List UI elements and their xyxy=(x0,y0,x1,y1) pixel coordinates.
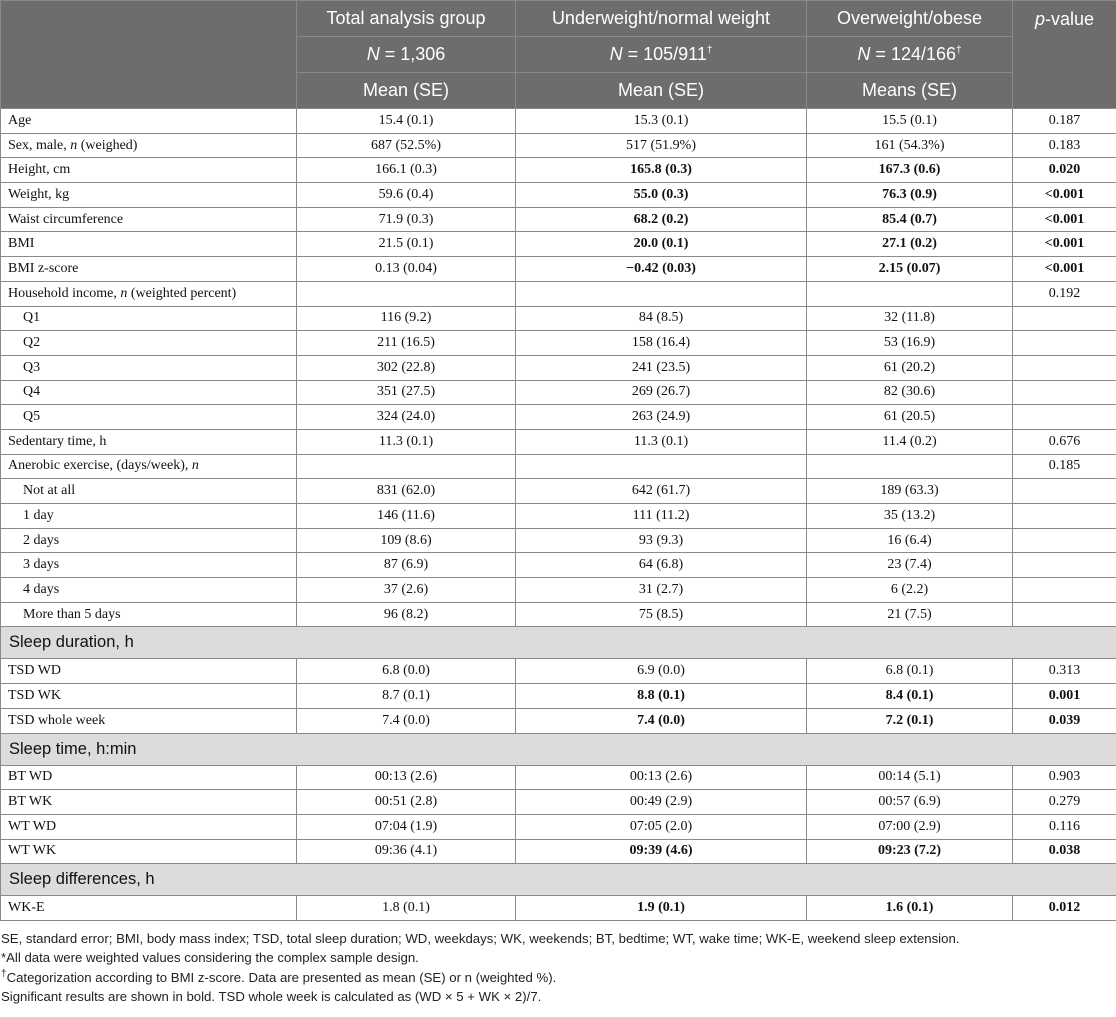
cell-underweight-normal: 75 (8.5) xyxy=(516,602,807,627)
n-total-value: = 1,306 xyxy=(379,44,446,64)
header-p-value xyxy=(1013,1,1116,109)
row-label-text: BMI z-score xyxy=(8,260,79,276)
table-row xyxy=(1,839,1116,864)
row-label xyxy=(1,429,297,454)
row-label xyxy=(1,814,297,839)
row-label xyxy=(1,207,297,232)
cell-underweight-normal: 00:49 (2.9) xyxy=(516,790,807,815)
cell-p-value: 0.039 xyxy=(1013,708,1116,733)
cell-underweight-normal: 00:13 (2.6) xyxy=(516,765,807,790)
cell-total: 324 (24.0) xyxy=(297,405,516,430)
header-stat-under: Mean (SE) xyxy=(516,73,807,109)
cell-total: 1.8 (0.1) xyxy=(297,896,516,921)
cell-total: 211 (16.5) xyxy=(297,331,516,356)
cell-overweight-obese: 35 (13.2) xyxy=(807,504,1013,529)
row-label xyxy=(1,578,297,603)
header-n-over xyxy=(807,37,1013,73)
table-row xyxy=(1,528,1116,553)
cell-p-value xyxy=(1013,405,1116,430)
cell-total: 00:13 (2.6) xyxy=(297,765,516,790)
cell-overweight-obese: 00:14 (5.1) xyxy=(807,765,1013,790)
row-label-text: 3 days xyxy=(23,557,60,573)
cell-p-value: 0.001 xyxy=(1013,684,1116,709)
table-row xyxy=(1,380,1116,405)
cell-total: 59.6 (0.4) xyxy=(297,183,516,208)
cell-p-value: <0.001 xyxy=(1013,207,1116,232)
row-label xyxy=(1,133,297,158)
row-label xyxy=(1,355,297,380)
cell-total: 07:04 (1.9) xyxy=(297,814,516,839)
row-label-text: Height, cm xyxy=(8,162,71,178)
table-row xyxy=(1,183,1116,208)
cell-total: 116 (9.2) xyxy=(297,306,516,331)
cell-underweight-normal: 11.3 (0.1) xyxy=(516,429,807,454)
cell-total: 8.7 (0.1) xyxy=(297,684,516,709)
cell-underweight-normal: 269 (26.7) xyxy=(516,380,807,405)
row-label xyxy=(1,380,297,405)
row-label-text: WT WD xyxy=(8,818,57,834)
cell-underweight-normal xyxy=(516,454,807,479)
cell-p-value: 0.279 xyxy=(1013,790,1116,815)
row-label xyxy=(1,306,297,331)
cell-p-value: 0.183 xyxy=(1013,133,1116,158)
row-label-text: More than 5 days xyxy=(23,606,121,622)
cell-total xyxy=(297,281,516,306)
table-row xyxy=(1,232,1116,257)
row-label xyxy=(1,553,297,578)
table-row xyxy=(1,602,1116,627)
cell-overweight-obese: 32 (11.8) xyxy=(807,306,1013,331)
cell-underweight-normal: 263 (24.9) xyxy=(516,405,807,430)
cell-p-value: 0.116 xyxy=(1013,814,1116,839)
header-n-under xyxy=(516,37,807,73)
cell-overweight-obese: 7.2 (0.1) xyxy=(807,708,1013,733)
dagger-mark: † xyxy=(706,45,713,56)
cell-p-value xyxy=(1013,553,1116,578)
row-label xyxy=(1,528,297,553)
section-header-row xyxy=(1,733,1116,765)
cell-overweight-obese: 07:00 (2.9) xyxy=(807,814,1013,839)
table-row xyxy=(1,708,1116,733)
row-label-text: WK-E xyxy=(8,900,45,916)
table-row xyxy=(1,158,1116,183)
table-row xyxy=(1,814,1116,839)
table-row xyxy=(1,479,1116,504)
row-label xyxy=(1,765,297,790)
cell-total: 87 (6.9) xyxy=(297,553,516,578)
table-row xyxy=(1,257,1116,282)
row-label-text: TSD WK xyxy=(8,687,62,703)
dagger-mark: † xyxy=(956,45,962,56)
row-label-text: Waist circumference xyxy=(8,211,124,227)
table-row xyxy=(1,684,1116,709)
header-stat-total: Mean (SE) xyxy=(297,73,516,109)
cell-total: 15.4 (0.1) xyxy=(297,109,516,134)
cell-p-value xyxy=(1013,355,1116,380)
cell-underweight-normal: −0.42 (0.03) xyxy=(516,257,807,282)
cell-overweight-obese: 23 (7.4) xyxy=(807,553,1013,578)
row-label-text: Q1 xyxy=(23,310,41,326)
row-label-tail: (weighed) xyxy=(77,137,138,153)
cell-total xyxy=(297,454,516,479)
cell-overweight-obese: 6.8 (0.1) xyxy=(807,659,1013,684)
cell-p-value xyxy=(1013,380,1116,405)
row-label-text: Age xyxy=(8,112,32,128)
cell-underweight-normal: 55.0 (0.3) xyxy=(516,183,807,208)
row-label-text: 2 days xyxy=(23,532,60,548)
cell-total: 687 (52.5%) xyxy=(297,133,516,158)
row-label-text: Q4 xyxy=(23,384,41,400)
header-total-group: Total analysis group xyxy=(297,1,516,37)
cell-underweight-normal: 241 (23.5) xyxy=(516,355,807,380)
row-label xyxy=(1,232,297,257)
cell-underweight-normal: 15.3 (0.1) xyxy=(516,109,807,134)
p-value-suffix: -value xyxy=(1044,9,1095,29)
header-underweight-normal: Underweight/normal weight xyxy=(516,1,807,37)
section-header-row xyxy=(1,864,1116,896)
row-label xyxy=(1,708,297,733)
cell-p-value: <0.001 xyxy=(1013,257,1116,282)
row-label xyxy=(1,504,297,529)
cell-p-value xyxy=(1013,602,1116,627)
cell-underweight-normal: 6.9 (0.0) xyxy=(516,659,807,684)
row-label xyxy=(1,405,297,430)
table-row xyxy=(1,306,1116,331)
table-row xyxy=(1,553,1116,578)
row-label xyxy=(1,479,297,504)
table-row xyxy=(1,109,1116,134)
cell-p-value xyxy=(1013,331,1116,356)
row-label xyxy=(1,257,297,282)
cell-p-value: 0.187 xyxy=(1013,109,1116,134)
row-label xyxy=(1,790,297,815)
table-body xyxy=(1,109,1116,921)
cell-underweight-normal: 158 (16.4) xyxy=(516,331,807,356)
row-label xyxy=(1,896,297,921)
cell-overweight-obese: 00:57 (6.9) xyxy=(807,790,1013,815)
row-label-text: Household income, xyxy=(8,285,121,301)
cell-total: 109 (8.6) xyxy=(297,528,516,553)
footnote-abbreviations: SE, standard error; BMI, body mass index; TSD, total sleep duration; WD, weekdays; WK, weekends; BT, bedtime; WT, wake time; WK-E, weekend sleep extension. xyxy=(1,930,960,946)
cell-underweight-normal: 8.8 (0.1) xyxy=(516,684,807,709)
cell-overweight-obese: 167.3 (0.6) xyxy=(807,158,1013,183)
cell-total: 37 (2.6) xyxy=(297,578,516,603)
dagger-mark: † xyxy=(1,968,7,980)
cell-overweight-obese: 11.4 (0.2) xyxy=(807,429,1013,454)
cell-underweight-normal: 20.0 (0.1) xyxy=(516,232,807,257)
row-label-text: Q3 xyxy=(23,359,41,375)
cell-underweight-normal: 84 (8.5) xyxy=(516,306,807,331)
table-row xyxy=(1,790,1116,815)
cell-underweight-normal: 165.8 (0.3) xyxy=(516,158,807,183)
row-label xyxy=(1,281,297,306)
cell-underweight-normal: 642 (61.7) xyxy=(516,479,807,504)
table-row xyxy=(1,207,1116,232)
cell-total: 302 (22.8) xyxy=(297,355,516,380)
n-symbol: N xyxy=(857,44,871,64)
footnote-categorization-text: Categorization according to BMI z-score. Data are presented as mean (SE) or n (weighted %). xyxy=(6,969,557,985)
row-label-text: Q5 xyxy=(23,409,41,425)
row-label-text: Sedentary time, h xyxy=(8,433,107,449)
cell-total: 0.13 (0.04) xyxy=(297,257,516,282)
cell-p-value: <0.001 xyxy=(1013,183,1116,208)
cell-total: 831 (62.0) xyxy=(297,479,516,504)
row-label-italic: n xyxy=(70,137,78,153)
table-row xyxy=(1,133,1116,158)
cell-underweight-normal xyxy=(516,281,807,306)
cell-total: 00:51 (2.8) xyxy=(297,790,516,815)
cell-total: 71.9 (0.3) xyxy=(297,207,516,232)
table-row xyxy=(1,504,1116,529)
cell-total: 6.8 (0.0) xyxy=(297,659,516,684)
p-value-italic: p xyxy=(1034,9,1045,29)
row-label-text: Q2 xyxy=(23,335,41,351)
cell-overweight-obese: 8.4 (0.1) xyxy=(807,684,1013,709)
row-label xyxy=(1,331,297,356)
row-label-text: BMI xyxy=(8,236,35,252)
cell-underweight-normal: 64 (6.8) xyxy=(516,553,807,578)
cell-underweight-normal: 68.2 (0.2) xyxy=(516,207,807,232)
cell-p-value: 0.185 xyxy=(1013,454,1116,479)
cell-overweight-obese: 15.5 (0.1) xyxy=(807,109,1013,134)
row-label xyxy=(1,183,297,208)
row-label-italic: n xyxy=(191,458,199,474)
cell-p-value xyxy=(1013,306,1116,331)
cell-overweight-obese: 27.1 (0.2) xyxy=(807,232,1013,257)
cell-total: 7.4 (0.0) xyxy=(297,708,516,733)
section-header-row xyxy=(1,627,1116,659)
row-label-text: 4 days xyxy=(23,581,60,597)
cell-total: 21.5 (0.1) xyxy=(297,232,516,257)
cell-p-value xyxy=(1013,528,1116,553)
n-symbol: N xyxy=(366,44,380,64)
row-label-text: Sex, male, xyxy=(8,137,71,153)
row-label xyxy=(1,659,297,684)
cell-p-value: 0.192 xyxy=(1013,281,1116,306)
cell-overweight-obese: 85.4 (0.7) xyxy=(807,207,1013,232)
cell-total: 96 (8.2) xyxy=(297,602,516,627)
cell-overweight-obese xyxy=(807,281,1013,306)
cell-underweight-normal: 07:05 (2.0) xyxy=(516,814,807,839)
table-row xyxy=(1,405,1116,430)
cell-overweight-obese xyxy=(807,454,1013,479)
cell-overweight-obese: 2.15 (0.07) xyxy=(807,257,1013,282)
cell-overweight-obese: 09:23 (7.2) xyxy=(807,839,1013,864)
cell-overweight-obese: 82 (30.6) xyxy=(807,380,1013,405)
table-row xyxy=(1,454,1116,479)
row-label-text: BT WD xyxy=(8,769,53,785)
row-label-text: TSD WD xyxy=(8,663,62,679)
cell-overweight-obese: 21 (7.5) xyxy=(807,602,1013,627)
cell-p-value: <0.001 xyxy=(1013,232,1116,257)
footnote-categorization xyxy=(1,968,1116,987)
row-label xyxy=(1,109,297,134)
table-row xyxy=(1,765,1116,790)
n-symbol: N xyxy=(609,44,623,64)
cell-total: 166.1 (0.3) xyxy=(297,158,516,183)
header-n-total xyxy=(297,37,516,73)
header-blank-cell xyxy=(1,1,297,109)
footnote-significance: Significant results are shown in bold. TSD whole week is calculated as (WD × 5 + WK × 2)/7. xyxy=(1,989,542,1005)
row-label-tail: (weighted percent) xyxy=(127,285,237,301)
row-label-text: Anerobic exercise, (days/week), xyxy=(8,458,192,474)
section-title: Sleep duration, h xyxy=(1,627,1116,659)
section-title: Sleep differences, h xyxy=(1,864,1116,896)
cell-p-value: 0.020 xyxy=(1013,158,1116,183)
n-under-value: = 105/911 xyxy=(622,44,707,64)
cell-p-value xyxy=(1013,504,1116,529)
row-label-text: Not at all xyxy=(23,483,76,499)
row-label xyxy=(1,839,297,864)
cell-p-value xyxy=(1013,578,1116,603)
cell-underweight-normal: 7.4 (0.0) xyxy=(516,708,807,733)
cell-overweight-obese: 16 (6.4) xyxy=(807,528,1013,553)
cell-overweight-obese: 6 (2.2) xyxy=(807,578,1013,603)
cell-overweight-obese: 76.3 (0.9) xyxy=(807,183,1013,208)
cell-total: 11.3 (0.1) xyxy=(297,429,516,454)
table-row xyxy=(1,281,1116,306)
cell-underweight-normal: 31 (2.7) xyxy=(516,578,807,603)
cell-overweight-obese: 189 (63.3) xyxy=(807,479,1013,504)
row-label-text: WT WK xyxy=(8,843,57,859)
cell-underweight-normal: 517 (51.9%) xyxy=(516,133,807,158)
table-row xyxy=(1,659,1116,684)
cell-underweight-normal: 93 (9.3) xyxy=(516,528,807,553)
section-title: Sleep time, h:min xyxy=(1,733,1116,765)
table-footnotes xyxy=(0,921,1116,1007)
row-label-text: 1 day xyxy=(23,507,54,523)
row-label-italic: n xyxy=(120,285,128,301)
row-label-text: TSD whole week xyxy=(8,712,106,728)
n-over-value: = 124/166 xyxy=(870,44,957,64)
footnote-weighting: *All data were weighted values considering the complex sample design. xyxy=(1,950,419,966)
header-stat-over: Means (SE) xyxy=(807,73,1013,109)
table-row xyxy=(1,896,1116,921)
row-label-text: Weight, kg xyxy=(8,186,70,202)
cell-overweight-obese: 161 (54.3%) xyxy=(807,133,1013,158)
cell-overweight-obese: 1.6 (0.1) xyxy=(807,896,1013,921)
cell-underweight-normal: 09:39 (4.6) xyxy=(516,839,807,864)
table-row xyxy=(1,331,1116,356)
cell-total: 09:36 (4.1) xyxy=(297,839,516,864)
table-row xyxy=(1,355,1116,380)
cell-total: 351 (27.5) xyxy=(297,380,516,405)
cell-overweight-obese: 61 (20.5) xyxy=(807,405,1013,430)
row-label xyxy=(1,158,297,183)
cell-p-value: 0.012 xyxy=(1013,896,1116,921)
cell-p-value: 0.038 xyxy=(1013,839,1116,864)
row-label-text: BT WK xyxy=(8,794,53,810)
cell-p-value: 0.313 xyxy=(1013,659,1116,684)
row-label xyxy=(1,684,297,709)
cell-overweight-obese: 61 (20.2) xyxy=(807,355,1013,380)
cell-total: 146 (11.6) xyxy=(297,504,516,529)
cell-p-value: 0.903 xyxy=(1013,765,1116,790)
cell-underweight-normal: 1.9 (0.1) xyxy=(516,896,807,921)
header-overweight-obese: Overweight/obese xyxy=(807,1,1013,37)
row-label xyxy=(1,454,297,479)
cell-p-value: 0.676 xyxy=(1013,429,1116,454)
table-row xyxy=(1,429,1116,454)
table-row xyxy=(1,578,1116,603)
cell-p-value xyxy=(1013,479,1116,504)
cell-overweight-obese: 53 (16.9) xyxy=(807,331,1013,356)
row-label xyxy=(1,602,297,627)
cell-underweight-normal: 111 (11.2) xyxy=(516,504,807,529)
